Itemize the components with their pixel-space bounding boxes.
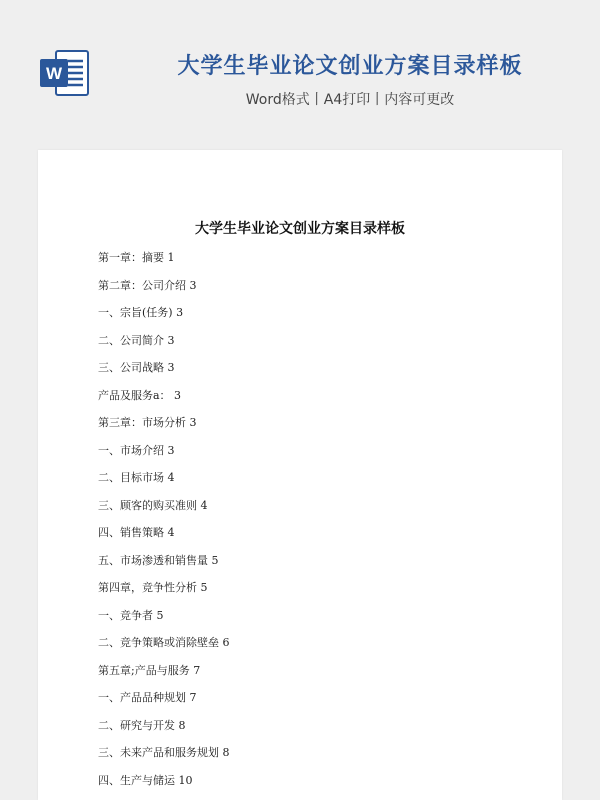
- document-title: 大学生毕业论文创业方案目录样板: [195, 221, 405, 237]
- toc-item: 一、产品品种规划 7: [98, 691, 197, 704]
- toc-item: 一、宗旨(任务) 3: [98, 306, 184, 319]
- table-of-contents: [98, 248, 230, 798]
- banner-subtitle: Word格式丨A4打印丨内容可更改: [245, 92, 455, 108]
- toc-item: 二、公司简介 3: [98, 333, 175, 347]
- toc-item: 三、顾客的购买准则 4: [98, 498, 208, 512]
- toc-item: 第五章;产品与服务 7: [98, 663, 201, 677]
- banner-title: 大学生毕业论文创业方案目录样板: [177, 54, 523, 79]
- toc-item: 第二章：公司介绍 3: [98, 278, 197, 292]
- toc-item: 产品及服务a： 3: [98, 388, 182, 402]
- toc-item: 三、公司战略 3: [98, 361, 175, 374]
- document-page: [38, 150, 562, 800]
- banner: [0, 0, 600, 150]
- toc-item: 第四章，竞争性分析 5: [98, 581, 208, 594]
- word-icon: [38, 47, 90, 99]
- word-icon-letter: W: [45, 64, 63, 83]
- toc-item: 第一章：摘要 1: [98, 251, 175, 264]
- toc-item: 一、竞争者 5: [98, 608, 164, 622]
- toc-item: 四、销售策略 4: [98, 526, 175, 539]
- toc-item: 五、市场渗透和销售量 5: [98, 553, 219, 567]
- toc-item: 一、市场介绍 3: [98, 443, 175, 457]
- toc-item: 三、未来产品和服务规划 8: [98, 746, 230, 759]
- toc-item: 二、目标市场 4: [98, 471, 175, 484]
- toc-item: 二、研究与开发 8: [98, 718, 186, 732]
- toc-item: 第三章：市场分析 3: [98, 416, 197, 429]
- toc-item: 二、竞争策略或消除壁垒 6: [98, 636, 230, 649]
- toc-item: 四、生产与储运 10: [98, 773, 193, 787]
